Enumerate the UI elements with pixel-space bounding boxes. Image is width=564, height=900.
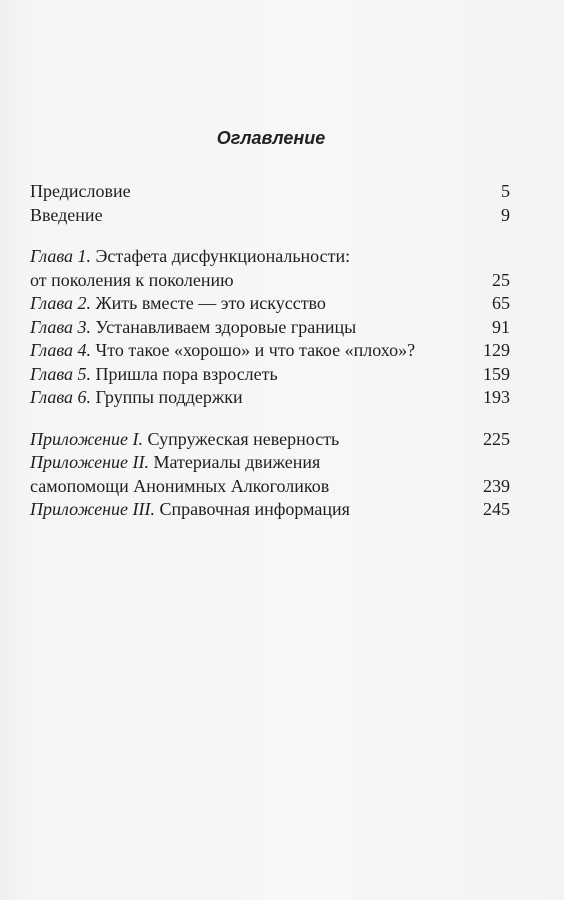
- toc-entry-prefix: Глава 3.: [30, 316, 92, 337]
- toc-entry-title: [30, 339, 471, 363]
- toc-entry-prefix: Приложение II.: [30, 452, 150, 472]
- toc-entry-page: 239: [483, 475, 510, 496]
- toc-entry-title: [30, 428, 471, 452]
- toc-entry-chapter-5[interactable]: [30, 363, 510, 387]
- toc-entry-chapter-6[interactable]: [30, 386, 510, 410]
- toc-entry-page: 159: [483, 363, 510, 384]
- toc-entry-page: 9: [501, 204, 510, 225]
- toc-entry-title: [30, 316, 480, 340]
- toc-entry-title-line-2: от поколения к поколению: [30, 269, 234, 290]
- toc-entry-title-text: Жить вместе — это искусство: [91, 293, 326, 313]
- toc-entry-title-text: Что такое «хорошо» и что такое «плохо»?: [91, 340, 416, 360]
- toc-entry-title: Введение: [30, 204, 103, 225]
- toc-entry-title-text: Супружеская неверность: [143, 428, 340, 449]
- toc-entry-title-text: Группы поддержки: [91, 387, 243, 407]
- toc-entry-title-text: Справочная информация: [155, 499, 350, 519]
- toc-entry-page: 129: [483, 340, 510, 360]
- toc-entry-page: 65: [492, 293, 510, 313]
- toc-entry-appendix-1[interactable]: [30, 428, 510, 452]
- toc-entry-chapter-1[interactable]: [30, 245, 510, 292]
- toc-heading: Оглавление: [216, 128, 326, 148]
- toc-entry-chapter-4[interactable]: [30, 339, 510, 363]
- toc-entry-appendix-2[interactable]: [30, 451, 510, 498]
- toc-entry-title-text: Материалы движения: [149, 452, 321, 472]
- toc-entry-prefix: Глава 6.: [30, 387, 92, 407]
- toc-entry-title: [30, 451, 471, 498]
- toc-entry-page: 193: [483, 387, 510, 407]
- toc-entry-prefix: Глава 2.: [30, 293, 92, 313]
- toc-entry-title-text: Эстафета дисфункциональности:: [91, 246, 351, 266]
- toc-entry-title-line-1: [30, 451, 471, 475]
- toc-entry-prefix: Приложение I.: [30, 428, 144, 449]
- toc-entry-title: Предисловие: [30, 181, 131, 201]
- toc-group-chapters: [30, 245, 510, 410]
- toc-entry-introduction[interactable]: [30, 204, 510, 228]
- toc-entry-title: [30, 498, 471, 522]
- toc-entry-page: 245: [483, 499, 510, 519]
- toc-entry-title: [30, 386, 471, 410]
- toc-entry-appendix-3[interactable]: [30, 498, 510, 522]
- toc-entry-title-text: Пришла пора взрослеть: [91, 363, 278, 384]
- toc-entry-title-line-1: [30, 245, 480, 269]
- toc-entry-title-line-2: самопомощи Анонимных Алкоголиков: [30, 475, 330, 496]
- table-of-contents: [30, 180, 510, 540]
- toc-entry-prefix: Глава 5.: [30, 363, 92, 384]
- toc-entry-page: 5: [501, 181, 510, 201]
- toc-entry-preface[interactable]: [30, 180, 510, 204]
- toc-entry-prefix: Приложение III.: [30, 499, 156, 519]
- toc-group-appendices: [30, 428, 510, 522]
- toc-entry-chapter-3[interactable]: [30, 316, 510, 340]
- toc-entry-title: [30, 292, 480, 316]
- toc-entry-page: 225: [483, 428, 510, 449]
- toc-entry-prefix: Глава 4.: [30, 340, 92, 360]
- toc-entry-title-text: Устанавливаем здоровые границы: [91, 316, 357, 337]
- toc-entry-title: [30, 363, 471, 387]
- toc-entry-page: 91: [492, 316, 510, 337]
- toc-group-front-matter: [30, 180, 510, 227]
- toc-entry-title: [30, 245, 480, 292]
- toc-entry-page: 25: [492, 269, 510, 290]
- toc-entry-chapter-2[interactable]: [30, 292, 510, 316]
- toc-entry-prefix: Глава 1.: [30, 246, 92, 266]
